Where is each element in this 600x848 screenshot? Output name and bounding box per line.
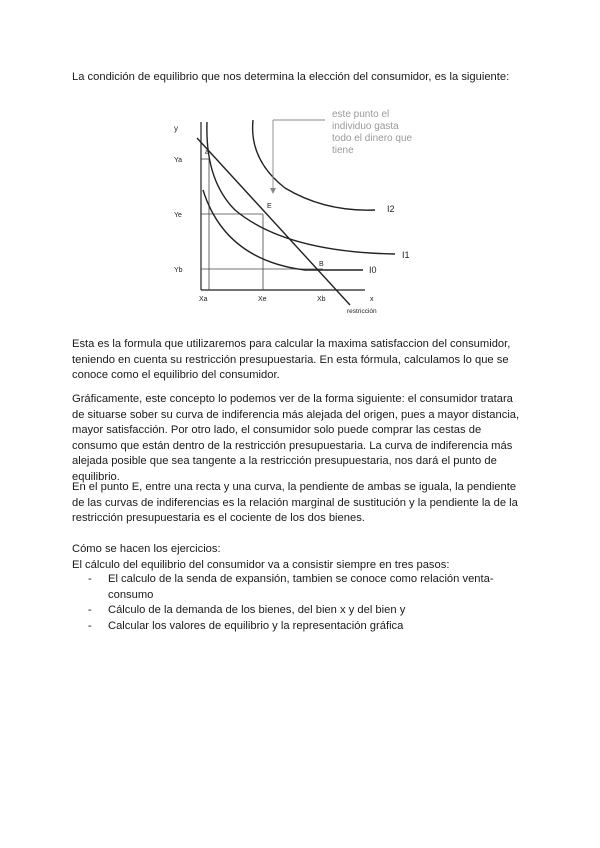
step-item: - Calcular los valores de equilibrio y la representación gráfica (88, 619, 528, 635)
annotation-line-2: individuo gasta (332, 121, 399, 132)
point-e-label: E (267, 203, 272, 210)
curve-label-i2: I2 (387, 204, 395, 214)
curve-label-i0: I0 (369, 265, 377, 275)
paragraph-point-e: En el punto E, entre una recta y una curva, la pendiente de ambas se iguala, la pendiente de las curvas de indiferencias es la relación marginal de sustitución y la pendiente la de la restricción presupuestaria es el cociente de los dos bienes. (72, 481, 518, 524)
annotation-line-4: tiene (332, 145, 354, 156)
y-tick-yb: Yb (174, 267, 183, 274)
indifference-curve-i0 (203, 190, 363, 270)
exercises-intro: El cálculo del equilibrio del consumidor va a consistir siempre en tres pasos: (72, 558, 450, 571)
y-tick-ye: Ye (174, 212, 182, 219)
paragraph-exercises (72, 542, 528, 573)
budget-restriction-line (197, 138, 350, 305)
point-b-label: B (319, 261, 324, 268)
y-axis-label: y (174, 124, 178, 133)
x-tick-xe: Xe (258, 296, 267, 303)
steps-list (88, 572, 528, 634)
diagram-svg (165, 100, 425, 320)
annotation-line-3: todo el dinero que (332, 133, 413, 144)
point-a-label: a (205, 149, 209, 156)
annotation-arrowhead (270, 188, 276, 194)
intro-text: La condición de equilibrio que nos determina la elección del consumidor, es la siguiente: (72, 71, 510, 83)
restriction-label: restricción (347, 308, 377, 315)
paragraph-graphic: Gráficamente, este concepto lo podemos ver de la forma siguiente: el consumidor tratara de situarse sober su curva de indiferencia más alejada del origen, pues a mayor distancia, mayor satisfacción. Por otro lado, el consumidor solo puede comprar las cestas de consumo que están dentro de la restricción presupuestaria. La curva de indiferencia más alejada posible que sea tangente a la restricción presupuestaria, nos dará el punto de equilibrio. (72, 393, 520, 483)
y-tick-ya: Ya (174, 157, 183, 164)
paragraph-formula: Esta es la formula que utilizaremos para calcular la maxima satisfaccion del consumidor, teniendo en cuenta su restricción presupuestaria. En esta fórmula, calculamos lo que se conoce como el equilibrio del consumidor. (72, 338, 511, 381)
x-tick-xa: Xa (199, 296, 208, 303)
consumer-equilibrium-diagram (165, 100, 425, 320)
curve-label-i1: I1 (402, 250, 410, 260)
annotation-line-1: este punto el (332, 109, 390, 120)
x-axis-label: x (370, 296, 374, 303)
step-item: - Cálculo de la demanda de los bienes, del bien x y del bien y (88, 603, 528, 619)
x-tick-xb: Xb (317, 296, 326, 303)
step-item: - El calculo de la senda de expansión, tambien se conoce como relación venta-consumo (88, 572, 528, 603)
exercises-heading: Cómo se hacen los ejercicios: (72, 543, 221, 555)
